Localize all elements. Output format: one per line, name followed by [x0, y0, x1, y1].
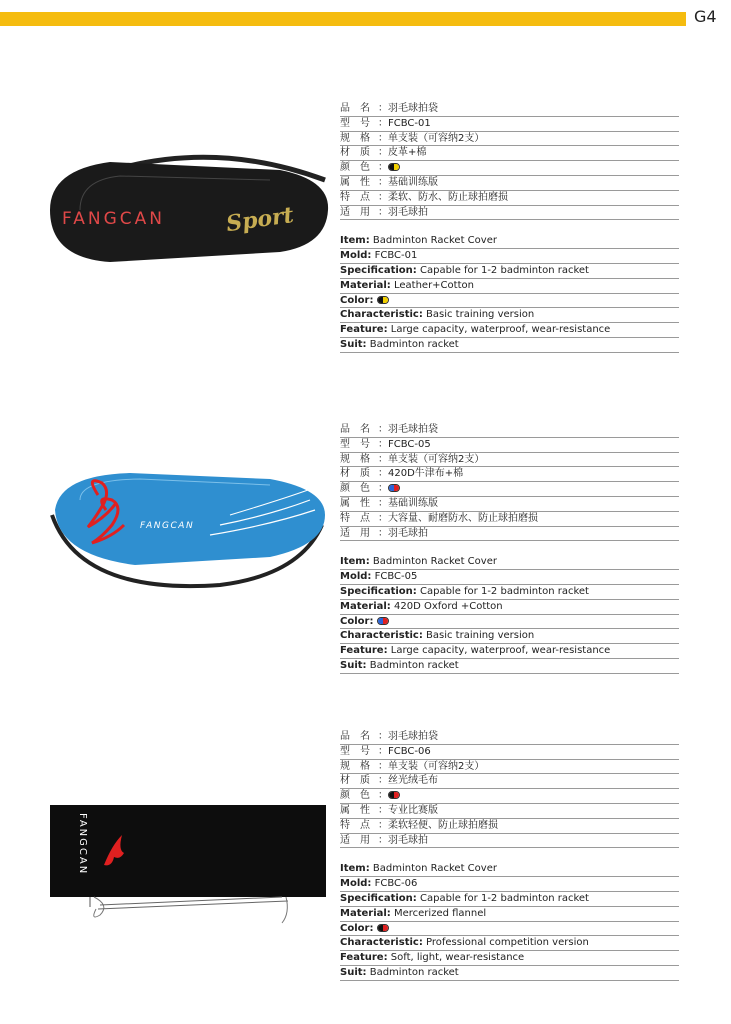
- en-row-feature: Feature: Large capacity, waterproof, wear-resistance: [340, 644, 679, 659]
- cn-row-suit: 适 用 ：羽毛球拍: [340, 206, 679, 221]
- color-swatch-icon: [388, 163, 400, 171]
- cn-row-color: 颜 色 ：: [340, 161, 679, 176]
- sport-logo-text: Sport: [224, 202, 296, 238]
- en-row-mold: Mold: FCBC-01: [340, 249, 679, 264]
- cn-row-spec: 规 格 ：单支装（可容纳2支）: [340, 453, 679, 468]
- brand-logo-text: FANGCAN: [62, 209, 165, 229]
- en-row-feature: Feature: Soft, light, wear-resistance: [340, 951, 679, 966]
- en-row-color: Color:: [340, 294, 679, 309]
- en-row-color: Color:: [340, 615, 679, 630]
- color-swatch-icon: [377, 617, 389, 625]
- spec-table-cn-2: [340, 423, 679, 674]
- cn-row-name: 品 名 ：羽毛球拍袋: [340, 423, 679, 438]
- color-swatch-icon: [388, 791, 400, 799]
- spec-table-cn-1: [340, 102, 679, 353]
- en-row-item: Item: Badminton Racket Cover: [340, 234, 679, 249]
- product-image-fcbc-01: [40, 140, 340, 275]
- en-row-spec: Specification: Capable for 1-2 badminton racket: [340, 585, 679, 600]
- en-row-suit: Suit: Badminton racket: [340, 338, 679, 353]
- cn-row-feature: 特 点 ：柔软轻便、防止球拍磨损: [340, 819, 679, 834]
- cn-row-name: 品 名 ：羽毛球拍袋: [340, 102, 679, 117]
- cn-row-feature: 特 点 ：大容量、耐磨防水、防止球拍磨损: [340, 512, 679, 527]
- cn-row-material: 材 质 ：丝光绒毛布: [340, 774, 679, 789]
- en-row-mold: Mold: FCBC-06: [340, 877, 679, 892]
- en-row-mold: Mold: FCBC-05: [340, 570, 679, 585]
- en-row-item: Item: Badminton Racket Cover: [340, 862, 679, 877]
- en-row-spec: Specification: Capable for 1-2 badminton racket: [340, 264, 679, 279]
- en-row-characteristic: Characteristic: Basic training version: [340, 308, 679, 323]
- color-swatch-icon: [377, 296, 389, 304]
- product-image-fcbc-06: [50, 805, 330, 925]
- spec-table-cn-3: [340, 730, 679, 981]
- product-image-fcbc-05: [40, 455, 340, 595]
- en-row-material: Material: Mercerized flannel: [340, 907, 679, 922]
- cn-row-attr: 属 性 ：专业比赛版: [340, 804, 679, 819]
- en-row-material: Material: Leather+Cotton: [340, 279, 679, 294]
- page-number: G4: [694, 7, 717, 26]
- en-row-color: Color:: [340, 922, 679, 937]
- cn-row-attr: 属 性 ：基础训练版: [340, 176, 679, 191]
- cn-row-suit: 适 用 ：羽毛球拍: [340, 834, 679, 849]
- color-swatch-icon: [388, 484, 400, 492]
- brand-logo-text: FANGCAN: [140, 521, 195, 531]
- cn-row-color: 颜 色 ：: [340, 482, 679, 497]
- cn-row-model: 型 号 ：FCBC-01: [340, 117, 679, 132]
- en-row-characteristic: Characteristic: Basic training version: [340, 629, 679, 644]
- en-row-feature: Feature: Large capacity, waterproof, wear-resistance: [340, 323, 679, 338]
- cn-row-material: 材 质 ：皮革+棉: [340, 146, 679, 161]
- en-row-item: Item: Badminton Racket Cover: [340, 555, 679, 570]
- en-row-material: Material: 420D Oxford +Cotton: [340, 600, 679, 615]
- cn-row-feature: 特 点 ：柔软、防水、防止球拍磨损: [340, 191, 679, 206]
- cn-row-model: 型 号 ：FCBC-06: [340, 745, 679, 760]
- en-row-suit: Suit: Badminton racket: [340, 966, 679, 981]
- cn-row-material: 材 质 ：420D牛津布+棉: [340, 467, 679, 482]
- cn-row-attr: 属 性 ：基础训练版: [340, 497, 679, 512]
- cn-row-suit: 适 用 ：羽毛球拍: [340, 527, 679, 542]
- en-row-spec: Specification: Capable for 1-2 badminton racket: [340, 892, 679, 907]
- cn-row-spec: 规 格 ：单支装（可容纳2支）: [340, 132, 679, 147]
- en-row-characteristic: Characteristic: Professional competition version: [340, 936, 679, 951]
- color-swatch-icon: [377, 924, 389, 932]
- cn-row-spec: 规 格 ：单支装（可容纳2支）: [340, 760, 679, 775]
- cn-row-model: 型 号 ：FCBC-05: [340, 438, 679, 453]
- brand-logo-text: FANGCAN: [77, 813, 88, 876]
- en-row-suit: Suit: Badminton racket: [340, 659, 679, 674]
- cn-row-name: 品 名 ：羽毛球拍袋: [340, 730, 679, 745]
- top-accent-bar: [0, 12, 686, 26]
- cn-row-color: 颜 色 ：: [340, 789, 679, 804]
